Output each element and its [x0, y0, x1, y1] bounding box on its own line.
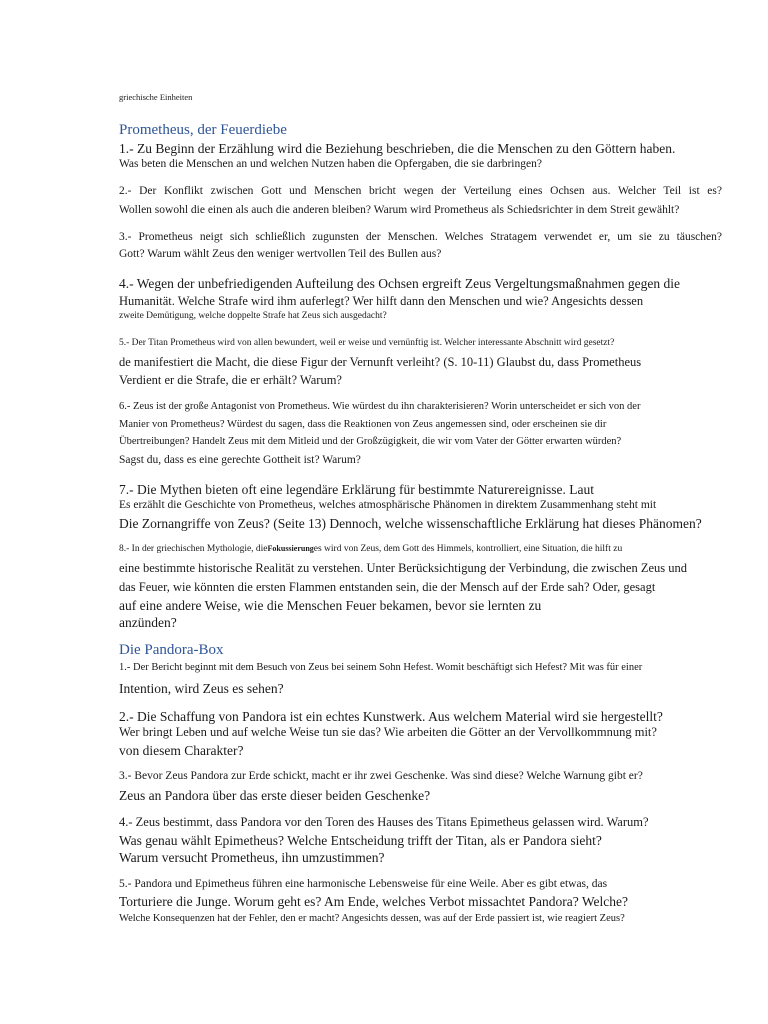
question-line: 1.- Der Bericht beginnt mit dem Besuch von Zeus bei seinem Sohn Hefest. Womit beschäftigt sich Hefest? Mit was für einer: [119, 662, 643, 673]
question-line: anzünden?: [119, 615, 177, 630]
question-line: Sagst du, dass es eine gerechte Gottheit ist? Warum?: [119, 454, 361, 466]
question-line: [119, 545, 622, 555]
section-title-prometheus: Prometheus, der Feuerdiebe: [119, 122, 287, 138]
section-title-pandora: Die Pandora-Box: [119, 642, 224, 658]
question-line: 5.- Pandora und Epimetheus führen eine harmonische Lebensweise für eine Weile. Aber es gibt etwas, das: [119, 878, 608, 890]
question-line: 3.- Prometheus neigt sich schließlich zugunsten der Menschen. Welches Stratagem verwendet er, um sie zu täuschen?: [119, 231, 722, 243]
question-line: Zeus an Pandora über das erste dieser beiden Geschenke?: [119, 788, 431, 803]
question-line: 5.- Der Titan Prometheus wird von allen bewundert, weil er weise und vernünftig ist. Welcher interessante Abschnitt wird gesetzt?: [119, 338, 615, 348]
question-line: das Feuer, wie könnten die ersten Flammen entstanden sein, die der Mensch auf der Erde sah? Oder, gesagt: [119, 580, 656, 594]
question-line: Es erzählt die Geschichte von Prometheus, welches atmosphärische Phänomen in direktem Zusammenhang steht mit: [119, 499, 657, 511]
question-line: Warum versucht Prometheus, ihn umzustimmen?: [119, 850, 385, 865]
question-line: Übertreibungen? Handelt Zeus mit dem Mitleid und der Großzügigkeit, die wir vom Vater der Götter erwarten würden?: [119, 436, 622, 447]
question-line: zweite Demütigung, welche doppelte Strafe hat Zeus sich ausgedacht?: [119, 311, 387, 321]
question-line: 1.- Zu Beginn der Erzählung wird die Beziehung beschrieben, die die Menschen zu den Göttern haben.: [119, 141, 676, 156]
question-line: 7.- Die Mythen bieten oft eine legendäre Erklärung für bestimmte Naturereignisse. Laut: [119, 482, 594, 497]
question-line: Verdient er die Strafe, die er erhält? Warum?: [119, 373, 342, 387]
question-line: Humanität. Welche Strafe wird ihm auferlegt? Wer hilft dann den Menschen und wie? Angesichts dessen: [119, 294, 644, 308]
header-label: griechische Einheiten: [119, 92, 193, 102]
question-line: Intention, wird Zeus es sehen?: [119, 681, 284, 696]
question-text: es wird von Zeus, dem Gott des Himmels, kontrolliert, eine Situation, die hilft zu: [313, 544, 623, 554]
question-line: Manier von Prometheus? Würdest du sagen, dass die Reaktionen von Zeus angemessen sind, oder erscheinen sie dir: [119, 419, 607, 430]
question-line: Was beten die Menschen an und welchen Nutzen haben die Opfergaben, die sie darbringen?: [119, 158, 542, 170]
question-line: Welche Konsequenzen hat der Fehler, den er macht? Angesichts dessen, was auf der Erde passiert ist, wie reagiert Zeus?: [119, 913, 625, 924]
question-text-bold: Fokussierung: [267, 544, 314, 553]
question-line: de manifestiert die Macht, die diese Figur der Vernunft verleiht? (S. 10-11) Glaubst du, dass Prometheus: [119, 355, 642, 369]
question-line: auf eine andere Weise, wie die Menschen Feuer bekamen, bevor sie lernten zu: [119, 598, 542, 613]
question-line: 4.- Zeus bestimmt, dass Pandora vor den Toren des Hauses des Titans Epimetheus gelassen wird. Warum?: [119, 815, 649, 829]
question-line: eine bestimmte historische Realität zu verstehen. Unter Berücksichtigung der Verbindung, die zwischen Zeus und: [119, 561, 688, 575]
question-line: Gott? Warum wählt Zeus den weniger wertvollen Teil des Bullen aus?: [119, 248, 442, 260]
question-line: Wer bringt Leben und auf welche Weise tun sie das? Wie arbeiten die Götter an der Vervollkommnung mit?: [119, 725, 657, 739]
question-line: 2.- Die Schaffung von Pandora ist ein echtes Kunstwerk. Aus welchem Material wird sie hergestellt?: [119, 709, 663, 724]
question-line: 3.- Bevor Zeus Pandora zur Erde schickt, macht er ihr zwei Geschenke. Was sind diese? Welche Warnung gibt er?: [119, 770, 643, 782]
question-line: Torturiere die Junge. Worum geht es? Am Ende, welches Verbot missachtet Pandora? Welche?: [119, 894, 628, 909]
question-line: Wollen sowohl die einen als auch die anderen bleiben? Warum wird Prometheus als Schiedsrichter in dem Streit gewählt?: [119, 204, 680, 216]
question-line: Was genau wählt Epimetheus? Welche Entscheidung trifft der Titan, als er Pandora sieht?: [119, 833, 602, 848]
question-line: von diesem Charakter?: [119, 743, 244, 758]
question-line: 2.- Der Konflikt zwischen Gott und Menschen bricht wegen der Verteilung eines Ochsen aus. Welcher Teil ist es?: [119, 185, 722, 197]
question-line: 6.- Zeus ist der große Antagonist von Prometheus. Wie würdest du ihn charakterisieren? Worin unterscheidet er sich von der: [119, 401, 641, 412]
question-text: 8.- In der griechischen Mythologie, die: [119, 544, 268, 554]
question-line: 4.- Wegen der unbefriedigenden Aufteilung des Ochsen ergreift Zeus Vergeltungsmaßnahmen gegen die: [119, 276, 680, 291]
question-line: Die Zornangriffe von Zeus? (Seite 13) Dennoch, welche wissenschaftliche Erklärung hat dieses Phänomen?: [119, 516, 702, 531]
